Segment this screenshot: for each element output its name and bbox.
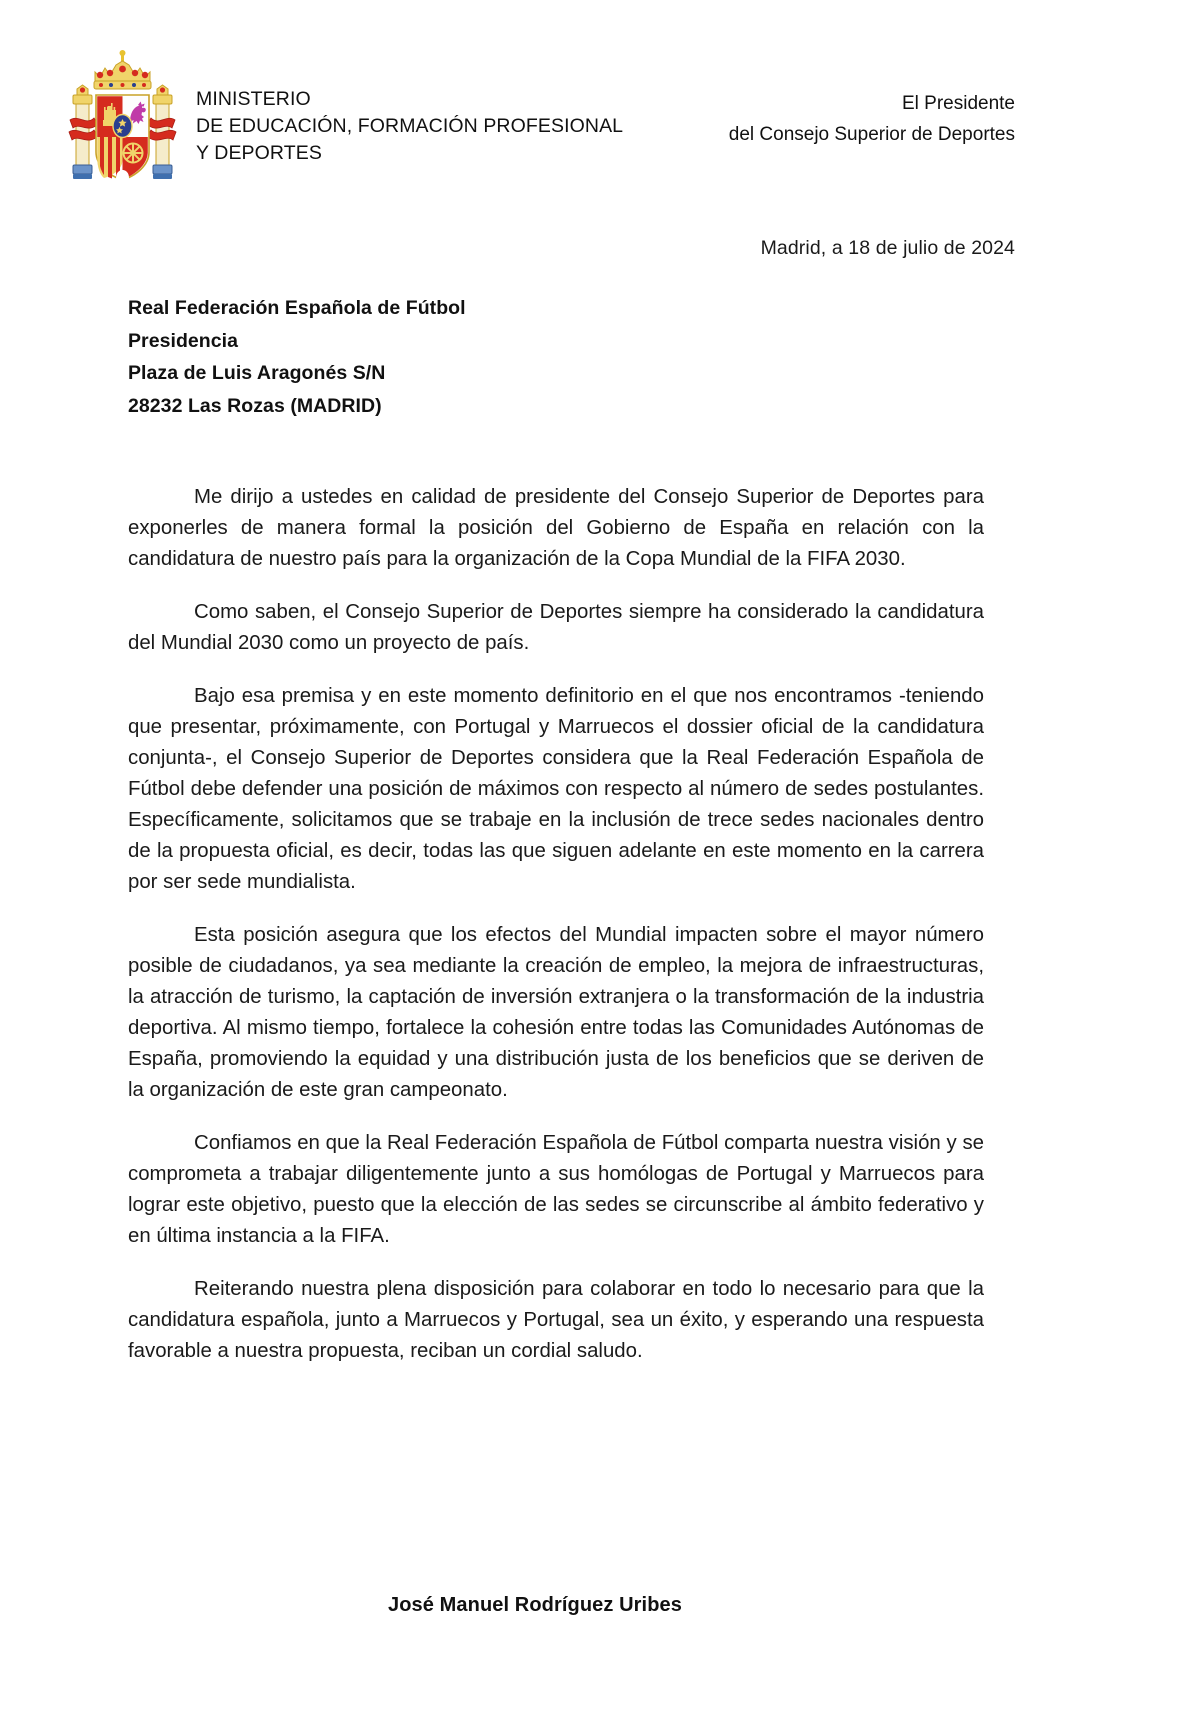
signature-block — [0, 1594, 1200, 1617]
body-paragraph-4: Esta posición asegura que los efectos del Mundial impacten sobre el mayor número posible de ciudadanos, ya sea mediante la creación de empleo, la mejora de infraestructuras, la atracción de turismo, la captación de inversión extranjera o la transformación de la industria deportiva. Al mismo tiempo, fortalece la cohesión entre todas las Comunidades Autónomas de España, promoviendo la equidad y una distribución justa de los beneficios que se deriven de la organización de este gran campeonato. — [128, 924, 984, 1102]
ministry-line-2: DE EDUCACIÓN, FORMACIÓN PROFESIONAL — [196, 114, 624, 137]
body-paragraph-3: Bajo esa premisa y en este momento definitorio en el que nos encontramos -teniendo que presentar, próximamente, con Portugal y Marruecos el dossier oficial de la candidatura conjunta-, el Consejo Superior de Deportes considera que la Real Federación Española de Fútbol debe defender una posición de máximos con respecto al número de sedes postulantes. Específicamente, solicitamos que se trabaje en la inclusión de trece sedes nacionales dentro de la propuesta oficial, es decir, todas las que siguen adelante en este momento en la carrera por ser sede mundialista. — [128, 685, 984, 894]
letterhead — [0, 48, 1200, 188]
body-paragraph-5: Confiamos en que la Real Federación Española de Fútbol comparta nuestra visión y se comprometa a trabajar diligentemente junto a sus homólogas de Portugal y Marruecos para lograr este objetivo, puesto que la elección de las sedes se circunscribe al ámbito federativo y en última instancia a la FIFA. — [128, 1132, 984, 1248]
presidency-line-1: El Presidente — [901, 93, 1015, 114]
body-paragraph-1: Me dirijo a ustedes en calidad de presidente del Consejo Superior de Deportes para exponerles de manera formal la posición del Gobierno de España en relación con la candidatura de nuestro país para la organización de la Copa Mundial de la FIFA 2030. — [128, 486, 984, 571]
addressee-line-1: Real Federación Española de Fútbol — [128, 297, 466, 319]
addressee-line-2: Presidencia — [128, 329, 239, 352]
letter-body — [128, 482, 984, 1367]
body-paragraph-2: Como saben, el Consejo Superior de Deportes siempre ha considerado la candidatura del Mundial 2030 como un proyecto de país. — [128, 601, 984, 655]
addressee-line-3: Plaza de Luis Aragonés S/N — [128, 362, 386, 385]
signature-name: José Manuel Rodríguez Uribes — [388, 1594, 682, 1616]
date-line: Madrid, a 18 de julio de 2024 — [760, 237, 1015, 259]
addressee-block — [128, 292, 466, 422]
body-paragraph-6: Reiterando nuestra plena disposición para colaborar en todo lo necesario para que la candidatura española, junto a Marruecos y Portugal, sea un éxito, y esperando una respuesta favorable a nuestra propuesta, reciban un cordial saludo. — [128, 1278, 984, 1363]
presidency-line-2: del Consejo Superior de Deportes — [728, 124, 1015, 146]
presidency-heading — [535, 88, 1015, 151]
addressee-line-4: 28232 Las Rozas (MADRID) — [128, 394, 382, 417]
ministry-line-1: MINISTERIO — [196, 88, 311, 110]
spain-coat-of-arms-icon — [60, 48, 190, 188]
ministry-line-3: Y DEPORTES — [196, 141, 322, 164]
